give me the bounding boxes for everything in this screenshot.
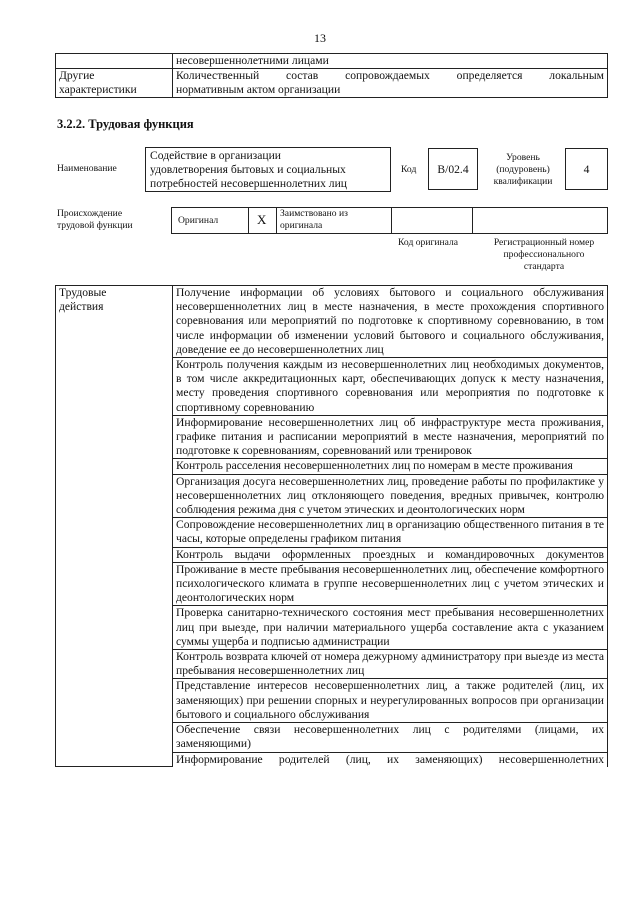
labor-action-item: Контроль выдачи оформленных проездных и командировочных документов (173, 547, 608, 562)
labor-action-item: Информирование несовершеннолетних лиц об инфраструктуре места проживания, графике питания и расписании мероприятий в месте назначения, мероприятий по подготовке к соревнованиям, соревнований или тренировок (173, 415, 608, 459)
original-label: Оригинал (178, 215, 219, 226)
label-text: Другие характеристики (59, 69, 137, 96)
text-line: нормативным актом организации (176, 83, 341, 96)
continued-text: несовершеннолетними лицами (173, 54, 608, 69)
original-mark: X (257, 212, 267, 227)
level-label (486, 152, 560, 188)
origin-label (57, 208, 133, 232)
registration-number-label (480, 237, 608, 273)
code-original-label: Код оригинала (398, 237, 459, 248)
labor-action-item: Проверка санитарно-технического состояния мест пребывания несовершеннолетних лиц при выезде, при наличии материального ущерба составление акта с указанием суммы ущерба и подписью администрации (173, 606, 608, 650)
level-label-line: (подуровень) (496, 164, 550, 175)
reg-line: Регистрационный номер (493, 237, 595, 248)
level-value-box (565, 148, 608, 190)
labor-action-item: Контроль расселения несовершеннолетних лиц по номерам в месте проживания (173, 459, 608, 474)
other-characteristics-text (173, 69, 608, 98)
labor-action-item: Обеспечение связи несовершеннолетних лиц с родителями (лицами, их заменяющими) (173, 723, 608, 752)
section-heading: 3.2.2. Трудовая функция (57, 117, 194, 131)
labor-action-item: Контроль получения каждым из несовершеннолетних лиц необходимых документов, в том числе аккредитационных карт, обеспечивающих допуск к месту назначения, месту проведения спортивного соревнования или мероприятия по подготовке к спортивному соревнованию (173, 358, 608, 416)
reg-line: профессионального (503, 249, 585, 260)
reg-line: стандарта (523, 261, 565, 272)
other-characteristics-label (56, 69, 173, 98)
origin-label-line: трудовой функции (57, 220, 133, 231)
labor-action-item: Информирование родителей (лиц, их заменяющих) несовершеннолетних (173, 752, 608, 767)
page-number: 13 (314, 31, 326, 45)
labor-actions-table (55, 285, 608, 767)
divider (248, 207, 249, 234)
function-name-line: потребностей несовершеннолетних лиц (150, 177, 348, 190)
code-value: B/02.4 (437, 163, 469, 176)
origin-label-line: Происхождение (57, 208, 123, 219)
label-line: Трудовые (59, 286, 107, 299)
labor-action-item: Контроль возврата ключей от номера дежурному администратору при выезде из места пребывания несовершеннолетних лиц (173, 650, 608, 679)
labor-action-item: Сопровождение несовершеннолетних лиц в организацию общественного питания в те часы, которые определены графиком питания (173, 518, 608, 547)
labor-action-item: Проживание в месте пребывания несовершеннолетних лиц, обеспечение комфортного психологического климата в группе несовершеннолетних лиц с учетом этических и деонтологических норм (173, 562, 608, 606)
text-line: Количественный состав сопровождаемых определяется локальным (176, 69, 604, 82)
borrowed-line: Заимствовано из (280, 208, 348, 219)
empty-cell (56, 54, 173, 69)
labor-action-item: Организация досуга несовершеннолетних лиц, проведение работы по профилактике у несовершеннолетних лиц отклоняющего поведения, вредных привычек, контролю соблюдения режима дня с учетом этических и деонтологических норм (173, 474, 608, 518)
code-label: Код (401, 164, 417, 175)
borrowed-line: оригинала (280, 220, 323, 231)
divider (391, 207, 392, 234)
labor-action-item: Получение информации об условиях бытового и социального обслуживания несовершеннолетних лиц в месте назначения, в месте прохождения спортивного соревнования или мероприятий по подготовке к спортивному соревнованию, в том числе информации об изменении условий бытового и социального обслуживания, доведение ее до несовершеннолетних лиц (173, 286, 608, 358)
labor-actions-label (56, 286, 173, 767)
divider (472, 207, 473, 234)
divider (276, 207, 277, 234)
level-value: 4 (583, 163, 590, 176)
origin-box (171, 207, 608, 234)
level-label-line: Уровень (506, 152, 540, 163)
function-name-box (145, 147, 391, 192)
borrowed-label (280, 208, 348, 232)
function-name-line: Содействие в организации (150, 149, 281, 162)
code-value-box (428, 148, 478, 190)
function-name-line: удовлетворения бытовых и социальных (150, 163, 346, 176)
name-label: Наименование (57, 163, 117, 174)
label-line: действия (59, 300, 104, 314)
level-label-line: квалификации (493, 176, 553, 187)
labor-action-item: Представление интересов несовершеннолетних лиц, а также родителей (лиц, их заменяющих) при решении спорных и неурегулированных вопросов при организации бытового и социального обслуживания (173, 679, 608, 723)
other-characteristics-table (55, 53, 608, 98)
